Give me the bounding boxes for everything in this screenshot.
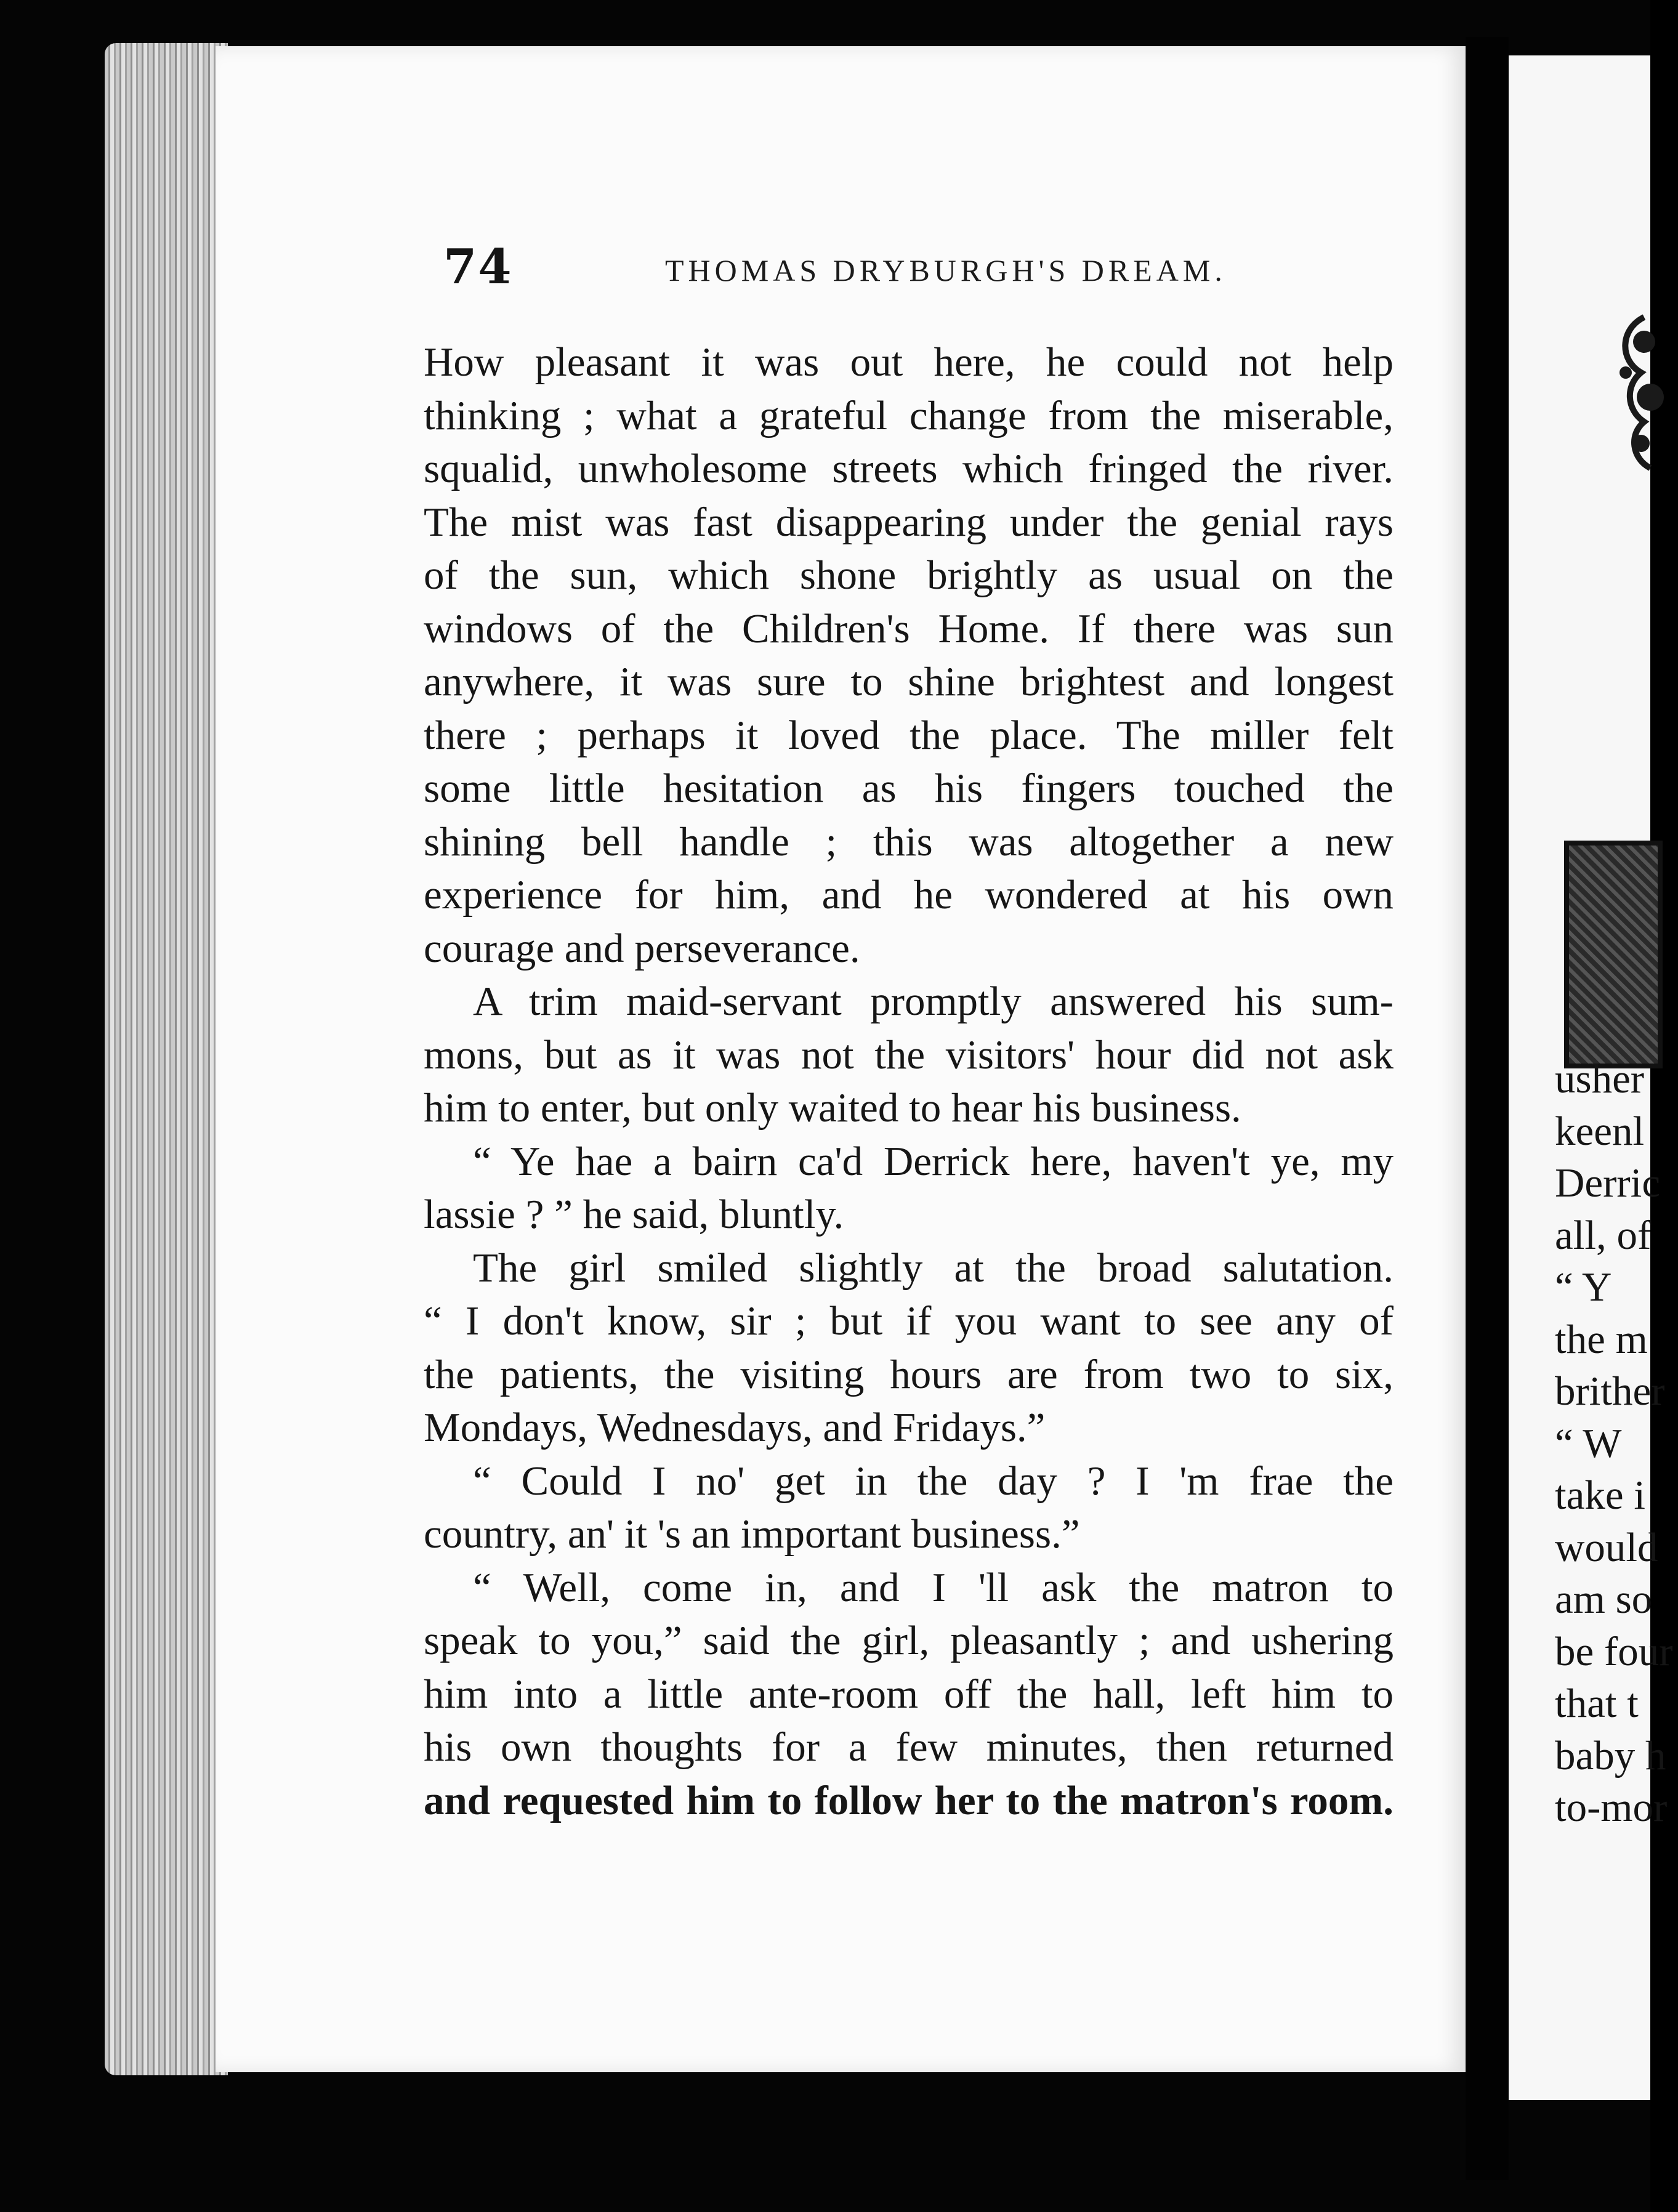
text-line: mons, but as it was not the visitors' hour did not ask xyxy=(424,1031,1394,1078)
facing-text-line: “ Y xyxy=(1555,1264,1612,1310)
page-edges xyxy=(105,43,228,2075)
text-line: thinking ; what a grateful change from the miserable, xyxy=(424,392,1394,438)
body-text xyxy=(424,336,1394,1827)
text-line: shining bell handle ; this was altogether a new xyxy=(424,818,1394,865)
text-line: country, an' it 's an important business.” xyxy=(424,1511,1080,1557)
text-line: squalid, unwholesome streets which fringed the river. xyxy=(424,446,1394,491)
decorated-initial-icon xyxy=(1564,841,1663,1068)
facing-text-line: usher xyxy=(1555,1056,1645,1102)
text-line: The mist was fast disappearing under the genial rays xyxy=(424,499,1394,545)
facing-text-line: keenl xyxy=(1555,1108,1645,1154)
facing-text-line: “ W xyxy=(1555,1420,1622,1466)
text-line: “ I don't know, sir ; but if you want to see any of xyxy=(424,1298,1394,1344)
text-line: anywhere, it was sure to shine brightest and longest xyxy=(424,659,1394,704)
book-gutter xyxy=(1466,37,1509,2180)
text-line: Mondays, Wednesdays, and Fridays.” xyxy=(424,1405,1046,1450)
facing-page-text xyxy=(1555,1053,1678,1834)
running-head xyxy=(443,239,1305,294)
facing-text-line: am so xyxy=(1555,1576,1653,1622)
text-line: and requested him to follow her to the matron's room. xyxy=(424,1777,1394,1823)
text-line: lassie ? ” he said, bluntly. xyxy=(424,1192,844,1237)
facing-text-line: all, of xyxy=(1555,1212,1652,1258)
text-line: windows of the Children's Home. If there was sun xyxy=(424,605,1394,652)
text-line: him to enter, but only waited to hear his business. xyxy=(424,1085,1241,1131)
facing-text-line: be four xyxy=(1555,1628,1673,1674)
running-title: THOMAS DRYBURGH'S DREAM. xyxy=(665,253,1227,288)
text-line: there ; perhaps it loved the place. The miller felt xyxy=(424,712,1394,758)
facing-text-line: baby h xyxy=(1555,1732,1666,1778)
facing-text-line: the m xyxy=(1555,1316,1648,1362)
text-line: “ Could I no' get in the day ? I 'm frae the xyxy=(473,1458,1394,1504)
text-line: his own thoughts for a few minutes, then returned xyxy=(424,1724,1394,1770)
text-line: “ Ye hae a bairn ca'd Derrick here, haven't ye, my xyxy=(473,1138,1394,1184)
text-line: A trim maid-servant promptly answered his sum- xyxy=(473,979,1394,1024)
text-line: him into a little ante-room off the hall, left him to xyxy=(424,1671,1394,1717)
facing-text-line: to-mor xyxy=(1555,1785,1668,1830)
text-line: courage and perseverance. xyxy=(424,925,860,971)
text-line: experience for him, and he wondered at his own xyxy=(424,872,1394,918)
facing-text-line: brither xyxy=(1555,1368,1665,1414)
text-line: the patients, the visiting hours are from two to six, xyxy=(424,1351,1394,1397)
text-line: some little hesitation as his fingers touched the xyxy=(424,765,1394,811)
facing-text-line: that t xyxy=(1555,1681,1639,1726)
facing-text-line: take i xyxy=(1555,1472,1645,1518)
facing-text-line: Derric xyxy=(1555,1160,1661,1206)
page-number: 74 xyxy=(443,239,513,295)
text-line: speak to you,” said the girl, pleasantly ; and ushering xyxy=(424,1618,1394,1663)
text-line: of the sun, which shone brightly as usual on the xyxy=(424,552,1394,598)
text-line: The girl smiled slightly at the broad salutation. xyxy=(473,1245,1394,1291)
text-line: How pleasant it was out here, he could not help xyxy=(424,339,1394,385)
facing-text-line: would xyxy=(1555,1524,1658,1570)
text-line: “ Well, come in, and I 'll ask the matron to xyxy=(473,1564,1394,1610)
floral-ornament-icon xyxy=(1607,305,1663,477)
